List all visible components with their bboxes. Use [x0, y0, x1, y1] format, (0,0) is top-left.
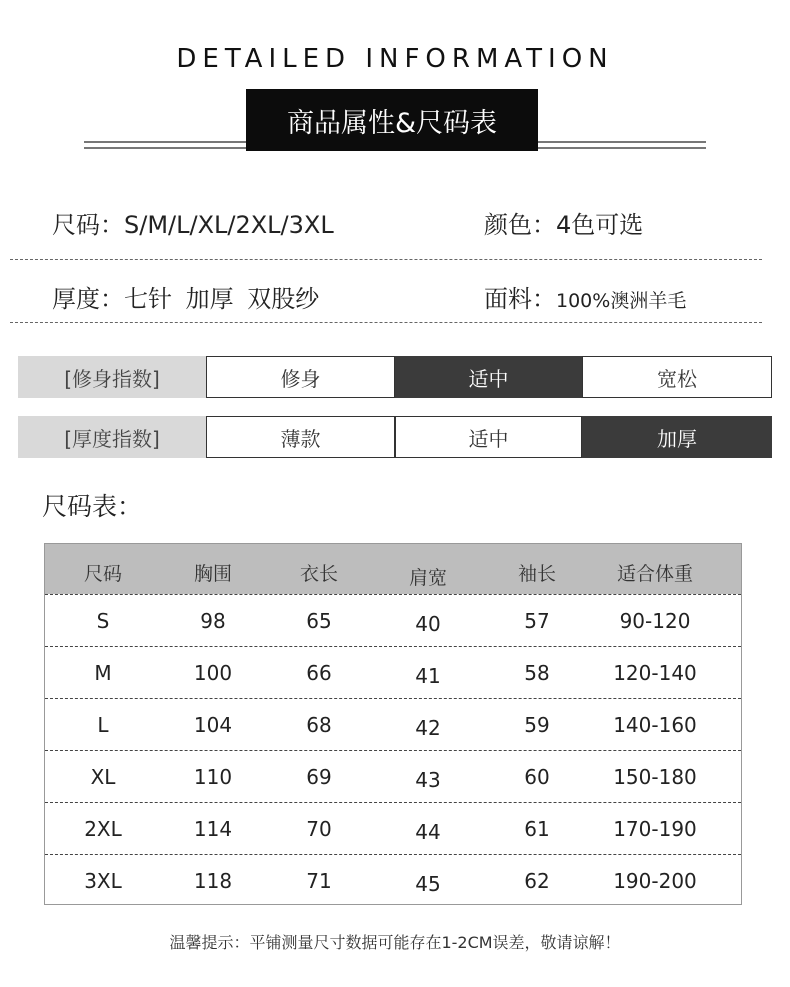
size-cell: L — [97, 713, 109, 737]
size-cell: S — [96, 609, 110, 633]
material-value: 100%澳洲羊毛 — [556, 290, 687, 312]
fit-option-loose: 宽松 — [582, 356, 772, 398]
measurement-cell: 40 — [415, 612, 441, 636]
size-attribute — [52, 205, 334, 240]
size-cell: XL — [90, 765, 116, 789]
thickness-option-medium: 适中 — [395, 416, 582, 458]
size-table-header — [45, 544, 741, 594]
fit-option-slim: 修身 — [206, 356, 395, 398]
measurement-cell: 62 — [524, 869, 550, 893]
section-badge: 商品属性&尺码表 — [246, 89, 538, 151]
measurement-cell: 59 — [524, 713, 550, 737]
measurement-cell: 65 — [306, 609, 332, 633]
thickness-attribute — [52, 279, 319, 314]
size-cell: M — [94, 661, 112, 685]
thickness-option-thick: 加厚 — [582, 416, 772, 458]
column-header: 袖长 — [517, 563, 556, 585]
measurement-cell: 42 — [415, 716, 441, 740]
size-cell: 3XL — [84, 869, 122, 893]
measurement-cell: 150-180 — [613, 765, 697, 789]
color-label: 颜色： — [484, 211, 556, 239]
row-divider — [45, 750, 741, 751]
measurement-note: 温馨提示：平铺测量尺寸数据可能存在1-2CM误差，敬请谅解！ — [169, 933, 621, 952]
measurement-cell: 68 — [306, 713, 332, 737]
size-table — [44, 543, 742, 905]
measurement-cell: 110 — [193, 765, 233, 789]
column-header: 适合体重 — [616, 563, 693, 585]
measurement-cell: 100 — [193, 661, 233, 685]
color-attribute — [484, 205, 643, 240]
material-attribute — [484, 279, 686, 314]
row-divider — [45, 594, 741, 595]
thickness-label: 厚度： — [52, 285, 124, 313]
fit-option-regular: 适中 — [395, 356, 582, 398]
measurement-cell: 45 — [415, 872, 441, 896]
row-divider — [45, 698, 741, 699]
column-header: 肩宽 — [408, 567, 447, 589]
thickness-value: 七针 加厚 双股纱 — [124, 285, 320, 313]
measurement-cell: 118 — [193, 869, 233, 893]
column-header: 尺码 — [83, 563, 122, 585]
fit-index-label: [修身指数] — [18, 356, 206, 398]
measurement-cell: 70 — [306, 817, 332, 841]
thickness-index-label: [厚度指数] — [18, 416, 206, 458]
size-cell: 2XL — [84, 817, 122, 841]
column-header: 胸围 — [193, 563, 232, 585]
size-value: S/M/L/XL/2XL/3XL — [124, 211, 334, 239]
color-value: 4色可选 — [556, 211, 644, 239]
measurement-cell: 41 — [415, 664, 441, 688]
measurement-cell: 44 — [415, 820, 441, 844]
row-divider — [45, 646, 741, 647]
divider — [10, 322, 762, 323]
measurement-cell: 140-160 — [613, 713, 697, 737]
material-label: 面料： — [484, 285, 556, 313]
measurement-cell: 69 — [306, 765, 332, 789]
thickness-option-thin: 薄款 — [206, 416, 395, 458]
measurement-cell: 170-190 — [613, 817, 697, 841]
divider — [10, 259, 762, 260]
measurement-cell: 60 — [524, 765, 550, 789]
row-divider — [45, 854, 741, 855]
measurement-cell: 58 — [524, 661, 550, 685]
measurement-cell: 57 — [524, 609, 550, 633]
measurement-cell: 90-120 — [619, 609, 691, 633]
row-divider — [45, 802, 741, 803]
column-header: 衣长 — [299, 563, 338, 585]
measurement-cell: 190-200 — [613, 869, 697, 893]
measurement-cell: 71 — [306, 869, 332, 893]
size-table-heading: 尺码表： — [42, 492, 143, 521]
page-title: DETAILED INFORMATION — [176, 44, 614, 74]
measurement-cell: 43 — [415, 768, 441, 792]
measurement-cell: 114 — [193, 817, 233, 841]
measurement-cell: 98 — [200, 609, 226, 633]
measurement-cell: 61 — [524, 817, 550, 841]
measurement-cell: 104 — [193, 713, 233, 737]
measurement-cell: 66 — [306, 661, 332, 685]
size-label: 尺码： — [52, 211, 124, 239]
measurement-cell: 120-140 — [613, 661, 697, 685]
